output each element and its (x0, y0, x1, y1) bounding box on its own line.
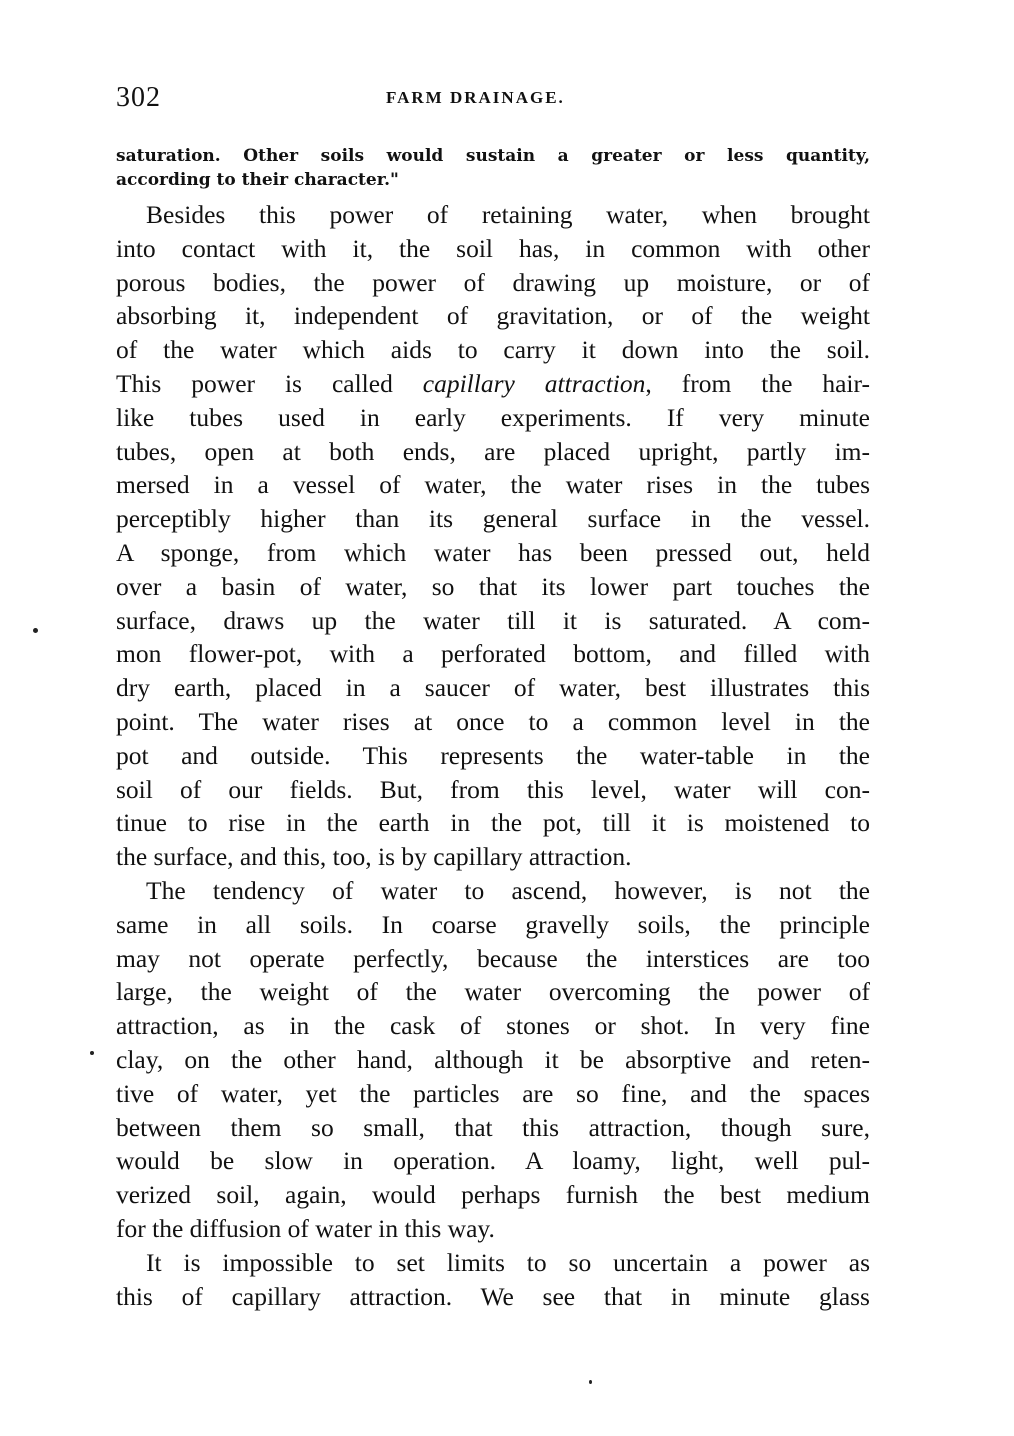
text-line: may not operate perfectly, because the interstices are too (116, 943, 870, 973)
italic-term: capillary attraction (422, 368, 646, 398)
text-line: into contact with it, the soil has, in common with other (116, 233, 870, 263)
text-line: Besides this power of retaining water, when brought (146, 200, 870, 229)
text-line: would be slow in operation. A loamy, light, well pul- (116, 1146, 870, 1176)
text-line: the surface, and this, too, is by capillary attraction. (116, 842, 632, 872)
text-line: perceptibly higher than its general surface in the vessel. (116, 504, 870, 534)
text-line: clay, on the other hand, although it be absorptive and reten- (116, 1044, 870, 1074)
scan-speck (589, 1380, 592, 1384)
text-line: The tendency of water to ascend, however, is not the (146, 875, 870, 905)
page-number: 302 (116, 82, 161, 113)
text-line: A sponge, from which water has been pressed out, held (116, 537, 870, 567)
text-segment: , from the hair- (645, 368, 870, 398)
text-line: over a basin of water, so that its lower part touches the (116, 571, 870, 601)
text-segment: This power is called (116, 368, 423, 398)
scan-speck (33, 628, 38, 633)
text-line: dry earth, placed in a saucer of water, best illustrates this (116, 673, 870, 703)
text-line: surface, draws up the water till it is saturated. A com- (116, 605, 870, 635)
text-line (116, 367, 870, 401)
text-line: tive of water, yet the particles are so fine, and the spaces (116, 1078, 870, 1108)
scan-speck (90, 1051, 94, 1055)
text-line: pot and outside. This represents the water-table in the (116, 740, 870, 770)
text-line: It is impossible to set limits to so uncertain a power as (146, 1247, 870, 1277)
text-line: like tubes used in early experiments. If very minute (116, 402, 870, 432)
text-line: tubes, open at both ends, are placed upright, partly im- (116, 436, 870, 466)
quote-line: according to their character." (116, 170, 399, 190)
quote-line: saturation. Other soils would sustain a greater or less quantity, (116, 146, 870, 166)
text-line: large, the weight of the water overcoming the power of (116, 977, 870, 1007)
text-line: between them so small, that this attraction, though sure, (116, 1112, 870, 1142)
text-line: mon flower-pot, with a perforated bottom, and filled with (116, 639, 870, 669)
page-header (116, 82, 870, 112)
text-line: same in all soils. In coarse gravelly soils, the principle (116, 909, 870, 939)
body-text (116, 198, 870, 1313)
quoted-passage (116, 144, 870, 192)
text-line: porous bodies, the power of drawing up moisture, or of (116, 267, 870, 297)
text-line: of the water which aids to carry it down into the soil. (116, 335, 870, 365)
running-title: FARM DRAINAGE. (386, 88, 565, 107)
text-line: point. The water rises at once to a common level in the (116, 706, 870, 736)
text-line: soil of our fields. But, from this level, water will con- (116, 774, 870, 804)
text-line: for the diffusion of water in this way. (116, 1213, 495, 1243)
text-line: this of capillary attraction. We see that in minute glass (116, 1281, 870, 1311)
text-line: attraction, as in the cask of stones or shot. In very fine (116, 1011, 870, 1041)
text-line: absorbing it, independent of gravitation, or of the weight (116, 301, 870, 331)
text-line: verized soil, again, would perhaps furnish the best medium (116, 1180, 870, 1210)
text-line: tinue to rise in the earth in the pot, till it is moistened to (116, 808, 870, 838)
text-line: mersed in a vessel of water, the water rises in the tubes (116, 470, 870, 500)
